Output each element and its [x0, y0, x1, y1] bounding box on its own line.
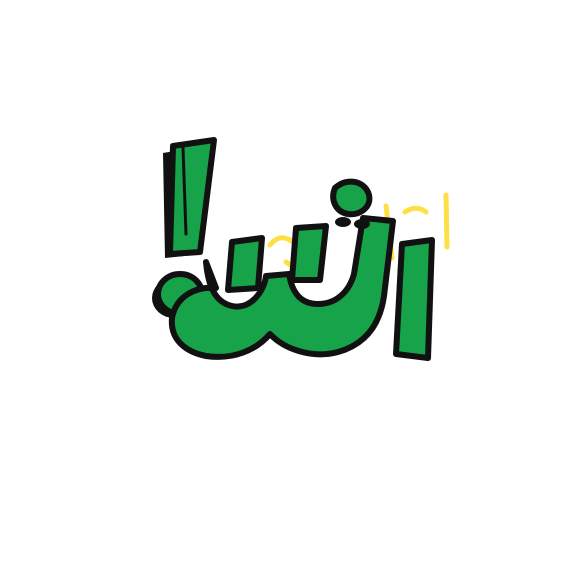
logo-wordmark	[172, 182, 432, 358]
